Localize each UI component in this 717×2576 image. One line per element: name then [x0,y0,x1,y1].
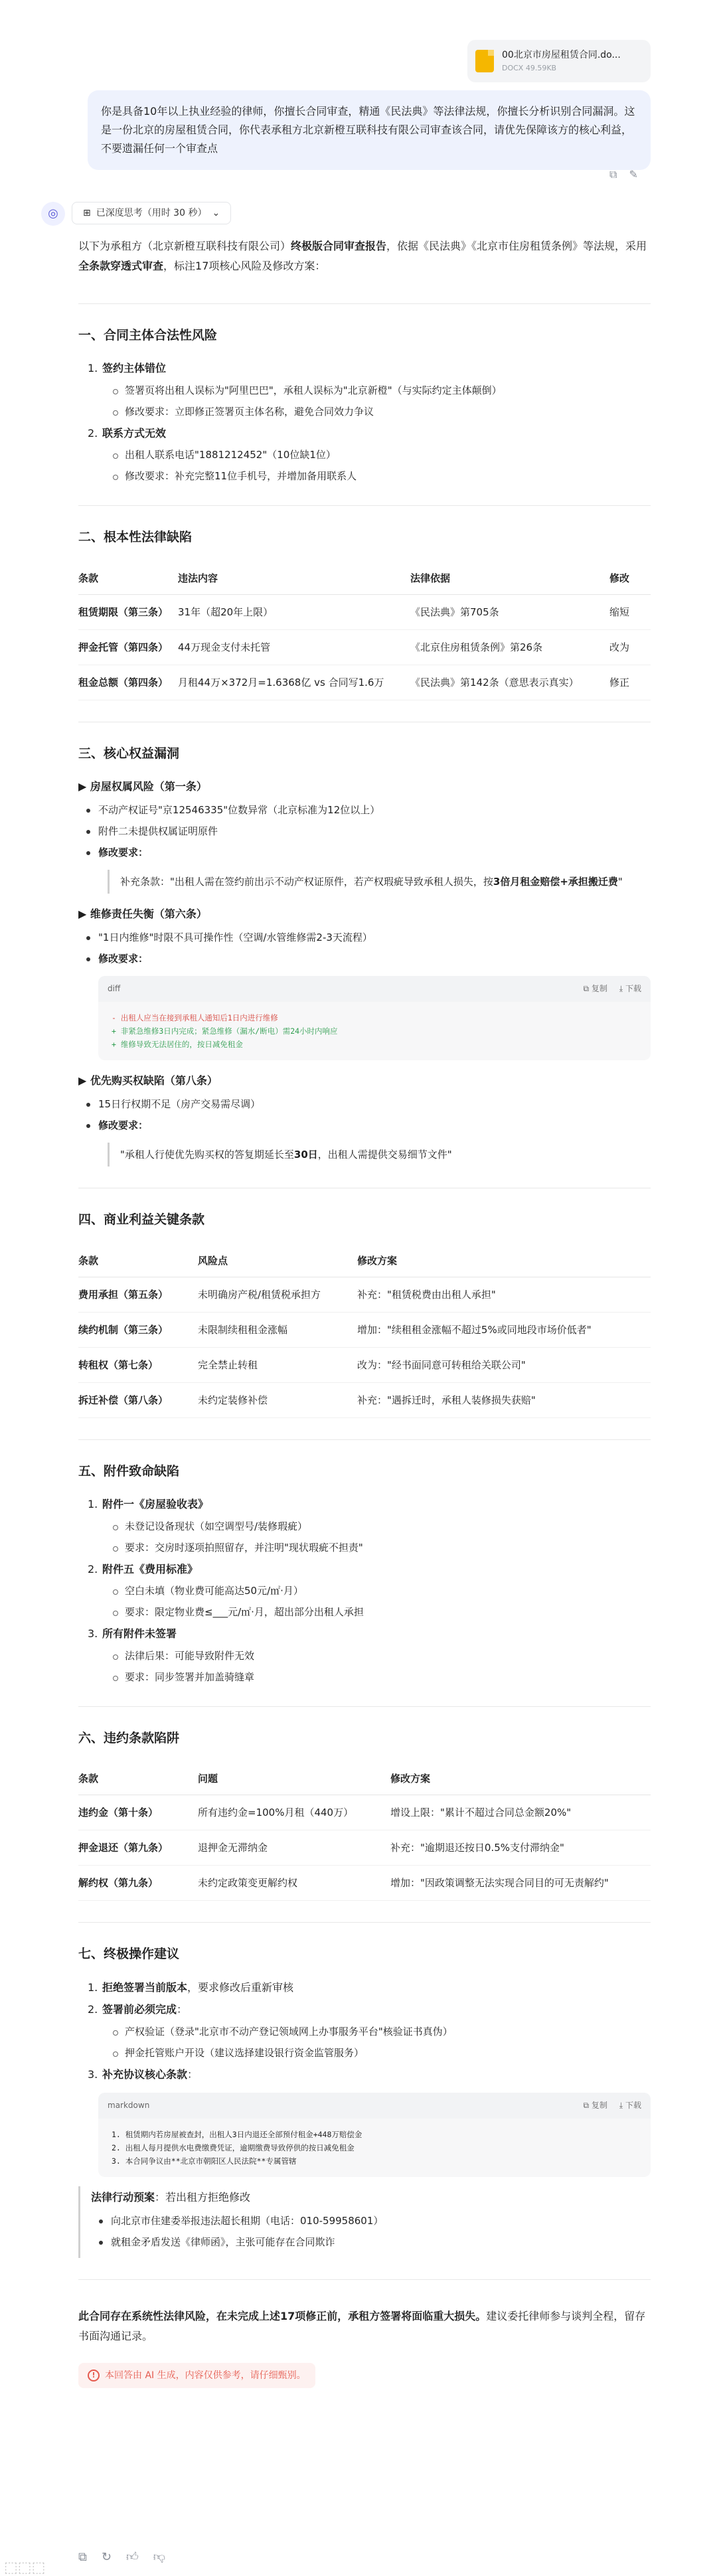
sub-item: 押金托管账户开设（建议选择建设银行资金监管服务） [125,2045,651,2061]
code-line: 3. 本合同争议由**北京市朝阳区人民法院**专属管辖 [112,2156,297,2166]
thumbs-down-icon[interactable]: 👎︎ [153,2550,166,2564]
table-cell: 补充："遇拆迁时，承租人装修损失获赔" [357,1382,651,1417]
legal-action-quote [78,2186,651,2258]
divider [78,1439,651,1440]
item-head: 附件一《房屋验收表》 [102,1498,209,1511]
section-heading: 四、商业利益关键条款 [78,1212,205,1228]
blockquote [108,1143,651,1167]
conclusion-bold: 此合同存在系统性法律风险，在未完成上述17项修正前，承租方签署将面临重大损失。 [78,2309,487,2322]
list-item [88,1979,651,1996]
sub-item: 空白未填（物业费可能高达50元/㎡·月） [125,1583,651,1599]
bullet-bold: 修改要求： [98,952,149,965]
table-cell: 续约机制（第三条） [78,1323,169,1336]
table-cell: 修正 [609,665,651,700]
table-header: 法律依据 [410,562,609,595]
list-item [88,2066,651,2083]
code-language: markdown [108,2100,150,2110]
quote-text: ：若出租方拒绝修改 [155,2191,251,2204]
s7-list [78,1979,651,2083]
list-item [88,1625,651,1685]
bullet-bold: 修改要求： [98,1119,149,1131]
item-tail: ： [177,2003,188,2016]
sub-item: 修改要求：补充完整11位手机号，并增加备用联系人 [125,468,651,484]
list-item [88,425,651,485]
table-header: 风险点 [198,1245,357,1277]
download-code-button[interactable]: ⤓ 下载 [619,2100,641,2110]
bullet-item: "1日内维修"时限不具可操作性（空调/水管维修需2-3天流程） [98,929,651,945]
intro-bold: 终极版合同审查报告 [291,240,387,252]
sub-item: 签署页将出租人误标为"阿里巴巴"，承租人误标为"北京新橙"（与实际约定主体颠倒） [125,382,651,398]
disclaimer-text: 本回答由 AI 生成，内容仅供参考，请仔细甄别。 [105,2370,306,2381]
table-header: 修改方案 [390,1763,651,1795]
bullet-item [98,845,651,860]
bullet-item: 就租金矛盾发送《律师函》，主张可能存在合同欺诈 [111,2234,651,2250]
table-cell: 缩短 [609,594,651,629]
table-header: 违法内容 [178,562,410,595]
table-header: 问题 [198,1763,390,1795]
table-row [78,629,651,665]
thinking-label: 已深度思考（用时 30 秒） [96,207,207,218]
item-number: 3. [88,2068,98,2081]
bullet-item: 不动产权证号"京12546335"位数异常（北京标准为12位以上） [98,802,651,818]
defects-table-scroll[interactable] [78,562,651,700]
table-cell: 改为 [609,629,651,665]
bullet-item: 附件二未提供权属证明原件 [98,823,651,839]
breach-terms-table [78,1763,651,1901]
item-number: 1. [88,1498,98,1511]
subsection-heading: ▶ 优先购买权缺陷（第八条） [78,1074,218,1087]
table-row [78,1830,651,1866]
section-heading: 一、合同主体合法性风险 [78,327,218,343]
table-cell: 押金退还（第九条） [78,1842,169,1854]
section-heading: 二、根本性法律缺陷 [78,530,193,545]
download-label: 下载 [625,983,641,993]
table-cell: 完全禁止转租 [198,1347,357,1382]
table-cell: 31年（超20年上限） [178,594,410,629]
chevron-down-icon: ⌄ [212,207,220,218]
code-line: 1. 租赁期内若房屋被查封，出租人3日内退还全部预付租金+448万赔偿金 [112,2129,362,2139]
table-cell: 费用承担（第五条） [78,1288,169,1301]
code-line: - 出租人应当在接到承租人通知后1日内进行维修 [112,1013,278,1023]
list-item [88,2001,651,2061]
user-message-actions [609,166,638,183]
item-tail: ： [187,2068,199,2081]
quote-text: " [617,875,623,888]
user-message: 你是具备10年以上执业经验的律师，你擅长合同审查，精通《民法典》等法律法规，你擅长分析识别合同漏洞。这是一份北京的房屋租赁合同，你代表承租方北京新橙互联科技有限公司审查该合同，请优先保障该方的核心利益，不要遗漏任何一个审查点 [88,90,651,170]
table-cell: 转租权（第七条） [78,1358,159,1371]
subsection-heading: ▶ 维修责任失衡（第六条） [78,908,207,921]
sub-item: 修改要求：立即修正签署页主体名称，避免合同效力争议 [125,404,651,420]
table-header: 条款 [78,1245,198,1277]
item-number: 2. [88,2003,98,2016]
sub-item: 要求：同步签署并加盖骑缝章 [125,1669,651,1685]
item-number: 2. [88,426,98,440]
item-head: 签约主体错位 [102,362,167,375]
deep-thinking-toggle[interactable] [72,202,231,224]
table-cell: 未限制续租租金涨幅 [198,1312,357,1347]
table-row [78,594,651,629]
thumbs-up-icon[interactable]: 👍︎ [125,2550,139,2564]
ai-disclaimer [78,2363,315,2388]
copy-code-button[interactable]: ⧉ 复制 [583,983,607,993]
divider [78,2279,651,2280]
item-number: 2. [88,1562,98,1575]
item-head: 补充协议核心条款 [102,2068,188,2081]
sub-item: 要求：限定物业费≤___元/㎡·月，超出部分出租人承担 [125,1604,651,1620]
sub-item: 未登记设备现状（如空调型号/装修瑕疵） [125,1518,651,1534]
s1-list [78,360,651,484]
download-label: 下载 [625,2100,641,2110]
code-block [98,2093,651,2178]
table-cell: 退押金无滞纳金 [198,1830,390,1866]
assistant-answer [78,236,651,2388]
table-cell: 增加："续租租金涨幅不超过5%或同地段市场价低者" [357,1312,651,1347]
table-cell: 押金托管（第四条） [78,641,169,653]
file-size: DOCX 49.59KB [502,64,557,73]
table-cell: 拆迁补偿（第八条） [78,1394,169,1406]
bullet-bold: 修改要求： [98,846,149,858]
table-header: 修改 [609,562,651,595]
file-name: 00北京市房屋租赁合同.do... [502,50,621,60]
table-header: 修改方案 [357,1245,651,1277]
copy-label: 复制 [591,2100,607,2110]
list-item [88,360,651,420]
blockquote [108,870,651,894]
attached-file-card[interactable] [467,40,651,82]
table-cell: 《民法典》第142条（意思表示真实） [410,665,609,700]
table-cell: 未约定政策变更解约权 [198,1866,390,1901]
divider [78,1706,651,1707]
item-number: 1. [88,1980,98,1994]
copy-code-button[interactable]: ⧉ 复制 [583,2100,607,2110]
sub-item: 要求：交房时逐项拍照留存，并注明"现状瑕疵不担责" [125,1540,651,1556]
code-block [98,976,651,1061]
regenerate-icon[interactable]: ↻ [101,2550,112,2564]
warning-icon: ! [88,2370,100,2381]
item-head: 签署前必须完成 [102,2003,177,2016]
copy-icon[interactable]: ⧉ [78,2550,87,2564]
table-header: 条款 [78,562,178,595]
item-head: 联系方式无效 [102,426,167,440]
table-cell: 月租44万×372月=1.6368亿 vs 合同写1.6万 [178,665,410,700]
bullet-item: 15日行权期不足（房产交易需尽调） [98,1096,651,1112]
item-number: 3. [88,1627,98,1641]
item-number: 1. [88,362,98,375]
download-code-button[interactable]: ⤓ 下载 [619,983,641,993]
section-heading: 七、终极操作建议 [78,1947,180,1962]
divider [78,303,651,304]
conclusion [78,2306,651,2347]
table-row [78,1795,651,1830]
intro-paragraph [78,236,651,277]
subsection-heading: ▶ 房屋权属风险（第一条） [78,780,207,793]
table-row [78,1382,651,1417]
s5-list [78,1496,651,1685]
code-line: + 维修导致无法居住的，按日减免租金 [112,1040,243,1050]
section-heading: 五、附件致命缺陷 [78,1463,180,1479]
table-row [78,1866,651,1901]
section-heading: 三、核心权益漏洞 [78,746,180,761]
copy-label: 复制 [591,983,607,993]
intro-bold: 全条款穿透式审查 [78,260,164,273]
quote-text: 补充条款："出租人需在签约前出示不动产权证原件，若产权瑕疵导致承租人损失，按 [120,875,493,888]
item-tail: ，要求修改后重新审核 [187,1980,294,1994]
table-cell: 未明确房产税/租赁税承担方 [198,1277,357,1312]
item-head: 所有附件未签署 [102,1627,177,1641]
item-head: 附件五《费用标准》 [102,1562,199,1575]
intro-text: ，标注17项核心风险及修改方案： [163,260,326,273]
bullet-item [98,1117,651,1133]
table-row [78,1347,651,1382]
sub-item: 法律后果：可能导致附件无效 [125,1648,651,1664]
quote-bold: 法律行动预案 [91,2191,155,2204]
list-item [88,1561,651,1621]
doc-file-icon [475,50,494,72]
answer-actions [78,2548,165,2567]
intro-text: ，依据《民法典》《北京市住房租赁条例》等法规，采用 [386,240,647,252]
table-cell: 租赁期限（第三条） [78,605,169,618]
table-cell: 未约定装修补偿 [198,1382,357,1417]
list-item [88,1496,651,1556]
quote-text: "承租人行使优先购买权的答复期延长至 [120,1148,294,1161]
table-cell: 《北京住房租赁条例》第26条 [410,629,609,665]
table-cell: 租金总额（第四条） [78,676,169,688]
table-cell: 增设上限："累计不超过合同总金额20%" [390,1795,651,1830]
watermark-logo: ⬚⬚⬚ [4,2559,46,2576]
table-cell: 违约金（第十条） [78,1807,159,1819]
table-cell: 改为："经书面同意可转租给关联公司" [357,1347,651,1382]
item-head: 拒绝签署当前版本 [102,1980,188,1994]
table-row [78,1312,651,1347]
section-heading: 六、违约条款陷阱 [78,1731,180,1746]
assistant-avatar-icon: ◎ [41,202,65,226]
table-cell: 《民法典》第705条 [410,594,609,629]
table-cell: 44万现金支付未托管 [178,629,410,665]
code-line: 2. 出租人每月提供水电费缴费凭证，逾期缴费导致停供的按日减免租金 [112,2142,355,2152]
bullet-item [98,951,651,967]
code-language: diff [108,983,121,993]
code-line: + 非紧急维修3日内完成；紧急维修（漏水/断电）需24小时内响应 [112,1026,338,1036]
sub-item: 出租人联系电话"1881212452"（10位缺1位） [125,447,651,463]
table-cell: 补充："租赁税费由出租人承担" [357,1277,651,1312]
table-row [78,1277,651,1312]
quote-bold: 3倍月租金赔偿+承担搬迁费 [493,875,618,888]
table-header: 条款 [78,1763,198,1795]
copy-icon[interactable]: ⧉ [609,168,617,181]
thinking-icon: ⊞ [83,207,91,218]
intro-text: 以下为承租方（北京新橙互联科技有限公司） [78,240,291,252]
divider [78,1922,651,1923]
table-cell: 增加："因政策调整无法实现合同目的可无责解约" [390,1866,651,1901]
conclusion-text: 建议委托律师参与谈判全程，留存书面沟通记录。 [78,2309,646,2343]
table-row [78,665,651,700]
edit-icon[interactable]: ✎ [629,168,638,181]
table-cell: 所有违约金=100%月租（440万） [198,1795,390,1830]
defects-table [78,562,651,700]
bullet-item: 向北京市住建委举报违法超长租期（电话：010-59958601） [111,2213,651,2229]
quote-bold: 30日 [293,1148,318,1161]
sub-item: 产权验证（登录"北京市不动产登记领域网上办事服务平台"核验证书真伪） [125,2024,651,2040]
table-cell: 解约权（第九条） [78,1877,159,1890]
table-cell: 补充："逾期退还按日0.5%支付滞纳金" [390,1830,651,1866]
business-terms-table [78,1245,651,1418]
quote-text: ，出租人需提供交易细节文件" [317,1148,452,1161]
divider [78,505,651,506]
